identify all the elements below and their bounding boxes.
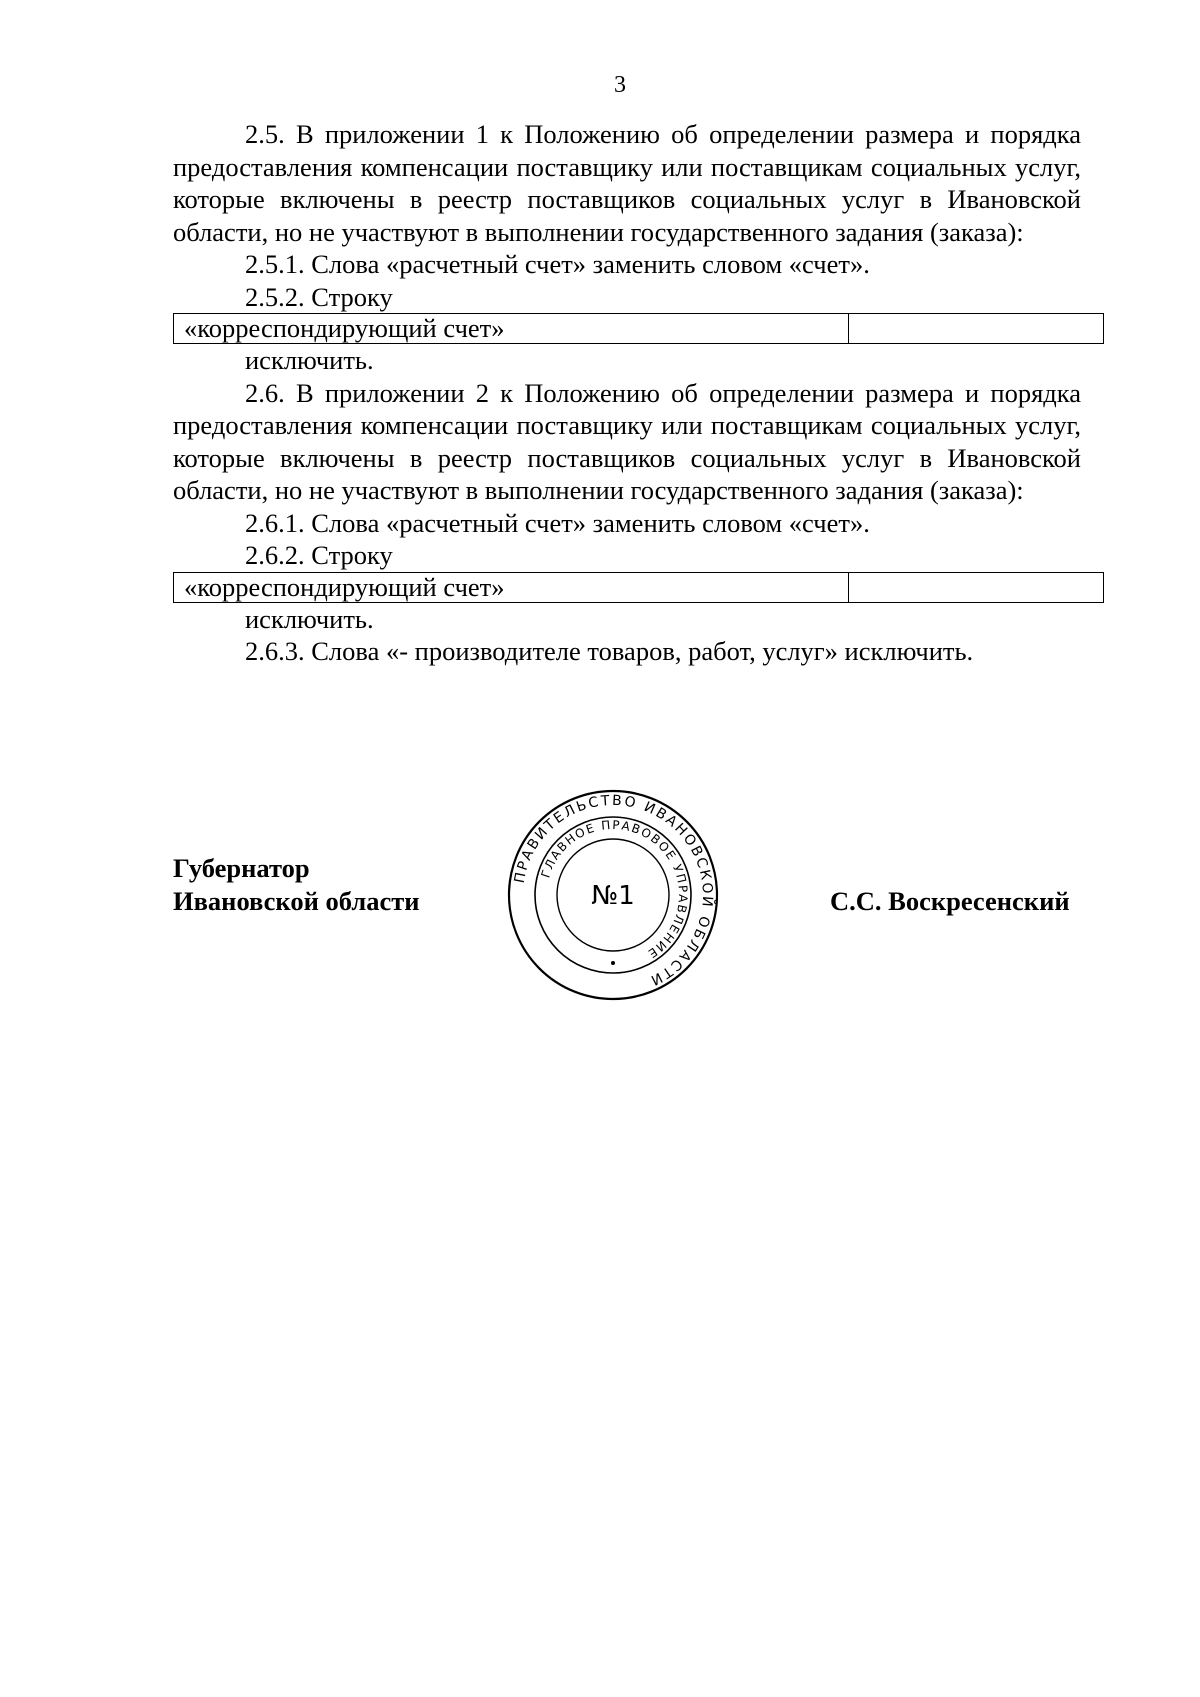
signature-title-line-2: Ивановской области [173, 886, 420, 916]
seal-inner-text: ГЛАВНОЕ ПРАВОВОЕ УПРАВЛЕНИЕ [538, 817, 691, 962]
section-2-6-table [173, 572, 1104, 603]
section-2-5-2: 2.5.2. Строку [245, 281, 393, 312]
table-cell-label: «корреспондирующий счет» [174, 572, 849, 602]
table-cell-value [849, 572, 1104, 602]
signature-name: С.С. Воскресенский [830, 886, 1070, 916]
section-2-5-table [173, 313, 1104, 344]
section-2-6-1: 2.6.1. Слова «расчетный счет» заменить словом «счет». [245, 507, 870, 538]
section-2-5-1: 2.5.1. Слова «расчетный счет» заменить словом «счет». [245, 249, 870, 279]
table-cell-label: «корреспондирующий счет» [174, 314, 849, 344]
signature-title [173, 852, 420, 918]
document-body [173, 118, 1081, 668]
seal-center-number: №1 [591, 881, 635, 911]
section-2-6-exclude: исключить. [245, 603, 374, 634]
section-2-6-3: 2.6.3. Слова «- производителе товаров, работ, услуг» исключить. [245, 636, 974, 666]
seal-outer-text: ПРАВИТЕЛЬСТВО ИВАНОВСКОЙ ОБЛАСТИ [511, 792, 716, 989]
signature-title-line-1: Губернатор [173, 853, 310, 883]
section-2-6-intro: 2.6. В приложении 2 к Положению об определении размера и порядка предоставления компенсации поставщику или поставщикам социальных услуг, которые включены в реестр поставщиков социальных услуг в Ивановской области, но не участвуют в выполнении государственного задания (заказа): [173, 377, 1081, 505]
page-number: 3 [614, 72, 626, 98]
table-cell-value [849, 314, 1104, 344]
table-row [174, 572, 1104, 602]
section-2-5-exclude: исключить. [245, 345, 374, 375]
section-2-6-2: 2.6.2. Строку [245, 540, 393, 570]
seal-dot [611, 961, 615, 965]
table-row [174, 314, 1104, 344]
section-2-5-intro: 2.5. В приложении 1 к Положению об определении размера и порядка предоставления компенсации поставщику или поставщикам социальных услуг, которые включены в реестр поставщиков социальных услуг в Ивановской области, но не участвуют в выполнении государственного задания (заказа): [173, 119, 1081, 247]
official-seal-icon [506, 788, 720, 1002]
